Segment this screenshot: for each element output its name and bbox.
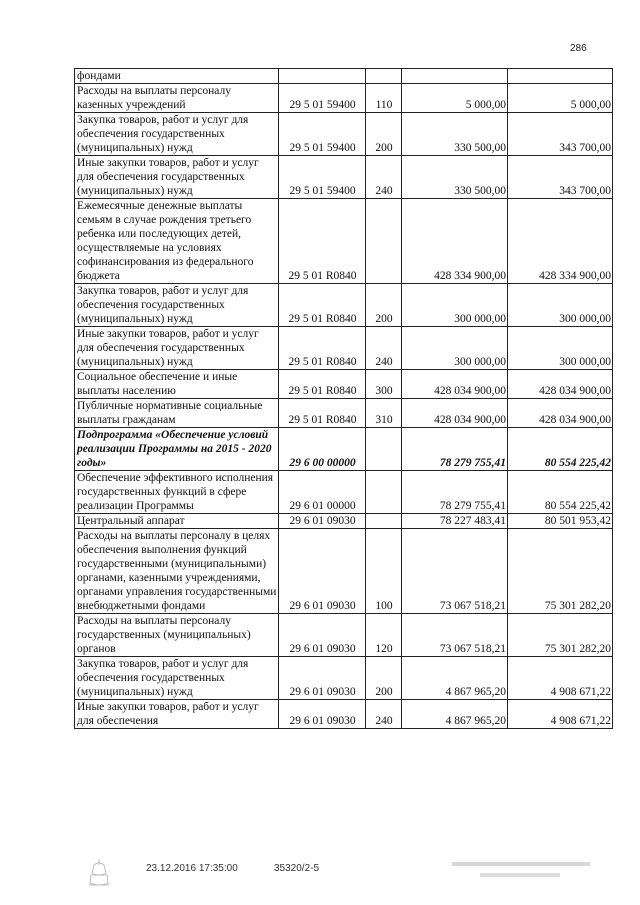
- row-name: Ежемесячные денежные выплаты семьям в случае рождения третьего ребенка или последующих детей, осуществляемые на условиях софинансирования из федерального бюджета: [75, 199, 279, 284]
- footer-doc-number: 35320/2-5: [274, 863, 320, 874]
- row-value-2017: 343 700,00: [508, 113, 613, 156]
- row-value-2016: 78 227 483,41: [402, 514, 508, 529]
- row-value-2016: 4 867 965,20: [402, 700, 508, 729]
- row-type: 300: [366, 370, 402, 399]
- row-value-2016: 73 067 518,21: [402, 529, 508, 614]
- row-value-2017: 428 034 900,00: [508, 370, 613, 399]
- row-name: Подпрограмма «Обеспечение условий реализации Программы на 2015 - 2020 годы»: [75, 428, 279, 471]
- row-name: Публичные нормативные социальные выплаты гражданам: [75, 399, 279, 428]
- table-row: [75, 370, 613, 399]
- stamp-watermark: [450, 857, 600, 885]
- row-code: 29 5 01 R0840: [279, 199, 366, 284]
- row-value-2017: 4 908 671,22: [508, 657, 613, 700]
- row-type: [366, 428, 402, 471]
- row-type: [366, 199, 402, 284]
- row-name: Расходы на выплаты персоналу в целях обеспечения выполнения функций государственными (муниципальными) органами, казенными учреждениями, органами управления государственными внебюджетными фондами: [75, 529, 279, 614]
- row-type: 100: [366, 529, 402, 614]
- row-name: Иные закупки товаров, работ и услуг для обеспечения государственных (муниципальных) нужд: [75, 156, 279, 199]
- row-name: Закупка товаров, работ и услуг для обеспечения государственных (муниципальных) нужд: [75, 657, 279, 700]
- row-type: 240: [366, 700, 402, 729]
- row-code: 29 5 01 R0840: [279, 399, 366, 428]
- table-row: [75, 614, 613, 657]
- row-code: 29 5 01 59400: [279, 113, 366, 156]
- row-value-2017: 343 700,00: [508, 156, 613, 199]
- row-type: 120: [366, 614, 402, 657]
- row-value-2017: 80 554 225,42: [508, 428, 613, 471]
- row-type: 200: [366, 284, 402, 327]
- row-type: [366, 471, 402, 514]
- row-value-2016: 73 067 518,21: [402, 614, 508, 657]
- table-row: [75, 156, 613, 199]
- row-code: 29 5 01 R0840: [279, 327, 366, 370]
- row-value-2016: 428 034 900,00: [402, 399, 508, 428]
- table-row: [75, 284, 613, 327]
- row-value-2017: 80 501 953,42: [508, 514, 613, 529]
- row-code: 29 6 01 09030: [279, 700, 366, 729]
- row-type: 240: [366, 327, 402, 370]
- row-name: Социальное обеспечение и иные выплаты населению: [75, 370, 279, 399]
- row-value-2016: 330 500,00: [402, 113, 508, 156]
- row-type: [366, 69, 402, 84]
- table-row: [75, 199, 613, 284]
- row-value-2017: 75 301 282,20: [508, 614, 613, 657]
- table-row: [75, 113, 613, 156]
- row-code: 29 5 01 R0840: [279, 370, 366, 399]
- row-name: Закупка товаров, работ и услуг для обеспечения государственных (муниципальных) нужд: [75, 284, 279, 327]
- page-footer: [0, 859, 640, 899]
- row-code: 29 5 01 R0840: [279, 284, 366, 327]
- row-type: 200: [366, 657, 402, 700]
- row-type: 110: [366, 84, 402, 113]
- row-code: 29 5 01 59400: [279, 84, 366, 113]
- row-code: 29 6 01 09030: [279, 529, 366, 614]
- row-name: Центральный аппарат: [75, 514, 279, 529]
- row-code: 29 5 01 59400: [279, 156, 366, 199]
- row-value-2017: 75 301 282,20: [508, 529, 613, 614]
- row-name: Иные закупки товаров, работ и услуг для обеспечения: [75, 700, 279, 729]
- row-name: Закупка товаров, работ и услуг для обеспечения государственных (муниципальных) нужд: [75, 113, 279, 156]
- row-type: [366, 514, 402, 529]
- row-code: 29 6 00 00000: [279, 428, 366, 471]
- row-value-2016: 78 279 755,41: [402, 471, 508, 514]
- footer-datetime: 23.12.2016 17:35:00: [146, 863, 238, 874]
- row-value-2017: [508, 69, 613, 84]
- row-name: Иные закупки товаров, работ и услуг для обеспечения государственных (муниципальных) нужд: [75, 327, 279, 370]
- row-value-2017: 300 000,00: [508, 284, 613, 327]
- row-value-2017: 300 000,00: [508, 327, 613, 370]
- table-row: [75, 428, 613, 471]
- row-value-2017: 5 000,00: [508, 84, 613, 113]
- page-number: 286: [570, 43, 587, 54]
- row-type: 310: [366, 399, 402, 428]
- table-row: [75, 399, 613, 428]
- row-type: 200: [366, 113, 402, 156]
- budget-table: [74, 68, 613, 729]
- row-value-2017: 428 334 900,00: [508, 199, 613, 284]
- row-value-2016: 4 867 965,20: [402, 657, 508, 700]
- row-code: 29 6 01 00000: [279, 471, 366, 514]
- row-name: Расходы на выплаты персоналу государственных (муниципальных) органов: [75, 614, 279, 657]
- row-type: 240: [366, 156, 402, 199]
- row-name: фондами: [75, 69, 279, 84]
- row-value-2016: 78 279 755,41: [402, 428, 508, 471]
- row-value-2016: 5 000,00: [402, 84, 508, 113]
- row-code: 29 6 01 09030: [279, 614, 366, 657]
- row-value-2016: 428 334 900,00: [402, 199, 508, 284]
- table-row: [75, 327, 613, 370]
- row-code: 29 6 01 09030: [279, 657, 366, 700]
- row-value-2017: 80 554 225,42: [508, 471, 613, 514]
- row-value-2017: 4 908 671,22: [508, 700, 613, 729]
- table-row: [75, 657, 613, 700]
- row-code: [279, 69, 366, 84]
- table-row: [75, 514, 613, 529]
- table-row: [75, 700, 613, 729]
- row-value-2016: 428 034 900,00: [402, 370, 508, 399]
- row-value-2016: 330 500,00: [402, 156, 508, 199]
- table-row: [75, 84, 613, 113]
- row-value-2017: 428 034 900,00: [508, 399, 613, 428]
- row-name: Обеспечение эффективного исполнения государственных функций в сфере реализации Программы: [75, 471, 279, 514]
- table-row: [75, 471, 613, 514]
- row-code: 29 6 01 09030: [279, 514, 366, 529]
- table-row: [75, 529, 613, 614]
- row-value-2016: 300 000,00: [402, 284, 508, 327]
- row-value-2016: [402, 69, 508, 84]
- row-name: Расходы на выплаты персоналу казенных учреждений: [75, 84, 279, 113]
- row-value-2016: 300 000,00: [402, 327, 508, 370]
- emblem-icon: [86, 857, 112, 891]
- table-row: [75, 69, 613, 84]
